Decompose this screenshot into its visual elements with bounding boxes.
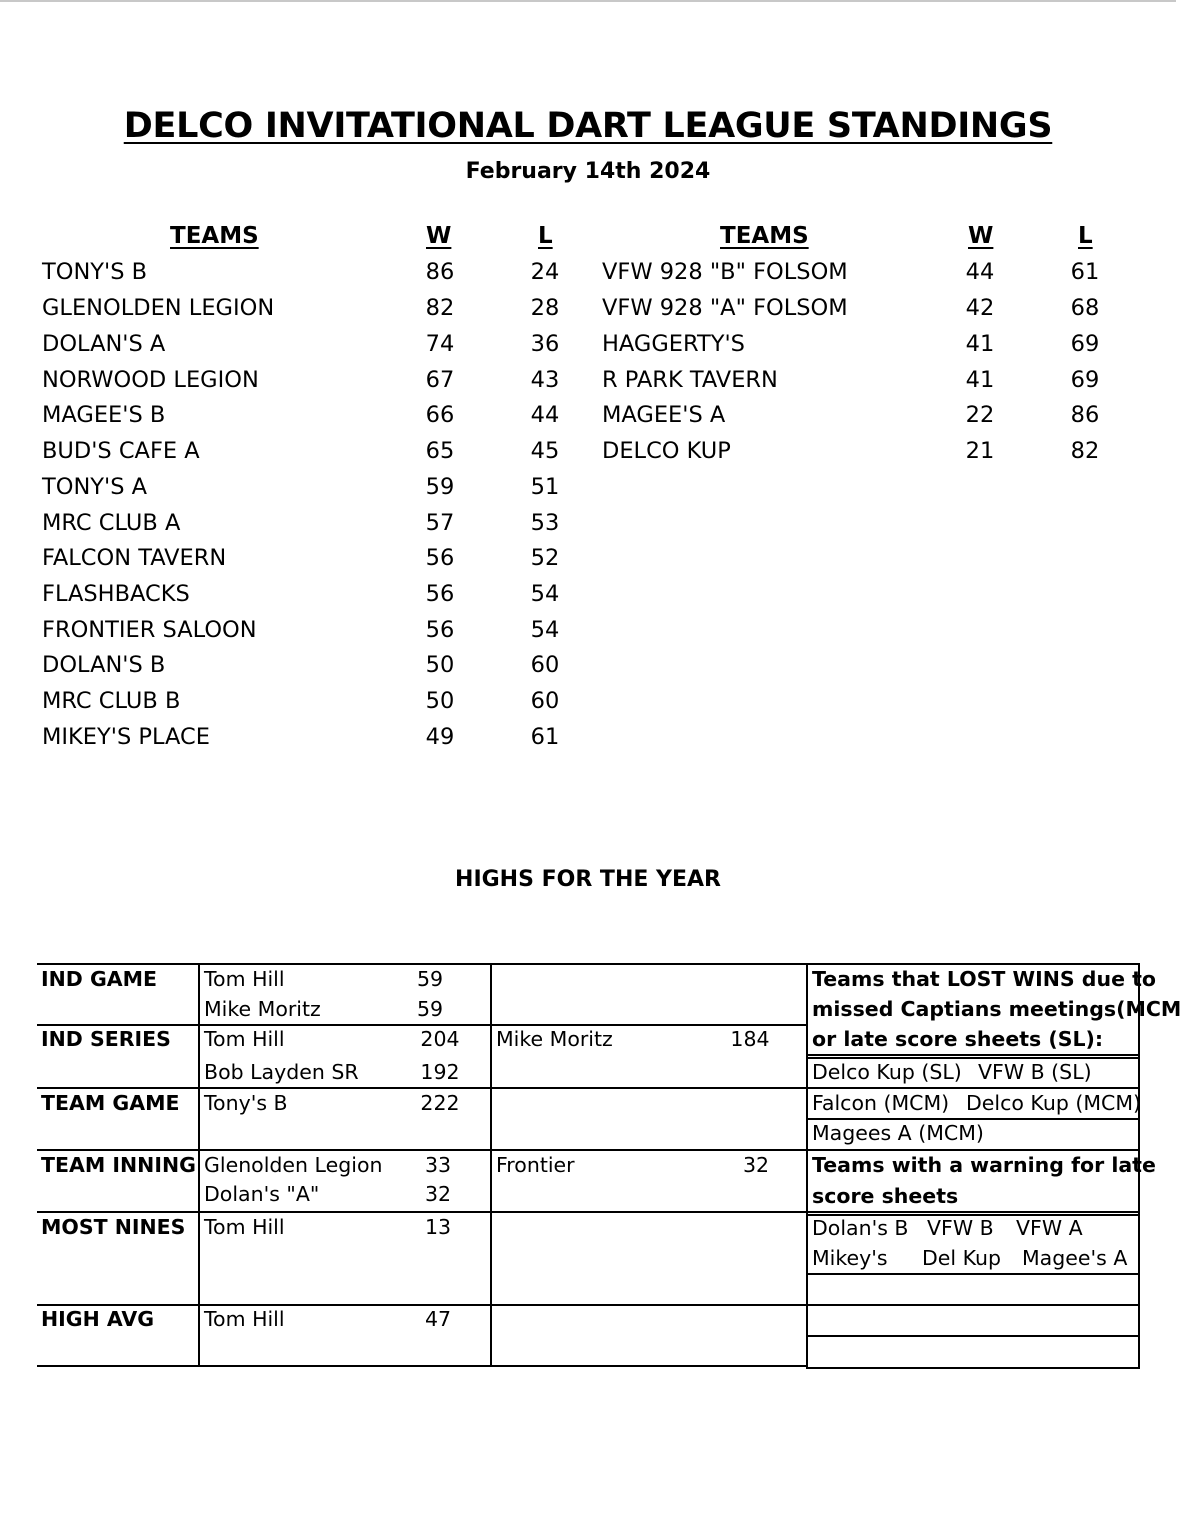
right-l-header: L — [1078, 223, 1093, 249]
team-name: HAGGERTY'S — [602, 331, 745, 357]
score-value: 32 — [742, 1153, 770, 1177]
score-value: 59 — [416, 967, 444, 991]
team-name: Tony's B — [204, 1091, 288, 1115]
team-wins: 74 — [425, 331, 455, 357]
right-w-header: W — [968, 223, 994, 249]
lost-wins-team: Delco Kup (MCM) — [966, 1091, 1142, 1115]
team-name: BUD'S CAFE A — [42, 438, 200, 464]
team-wins: 41 — [965, 331, 995, 357]
team-wins: 66 — [425, 402, 455, 428]
team-wins: 22 — [965, 402, 995, 428]
row-divider — [37, 1211, 808, 1213]
team-name: MRC CLUB B — [42, 688, 181, 714]
team-name: MAGEE'S B — [42, 402, 166, 428]
score-value: 204 — [420, 1027, 460, 1051]
team-wins: 65 — [425, 438, 455, 464]
lost-wins-team: Magees A (MCM) — [812, 1121, 984, 1145]
notes-divider — [808, 1211, 1138, 1213]
team-wins: 41 — [965, 367, 995, 393]
team-wins: 49 — [425, 724, 455, 750]
score-value: 222 — [420, 1091, 460, 1115]
team-wins: 57 — [425, 510, 455, 536]
lost-wins-heading: missed Captians meetings(MCM — [812, 997, 1181, 1021]
team-wins: 42 — [965, 295, 995, 321]
team-wins: 86 — [425, 259, 455, 285]
team-name: FALCON TAVERN — [42, 545, 227, 571]
team-name: VFW 928 "A" FOLSOM — [602, 295, 848, 321]
score-value: 32 — [424, 1182, 452, 1206]
score-value: 13 — [424, 1215, 452, 1239]
team-losses: 82 — [1070, 438, 1100, 464]
team-name: TONY'S A — [42, 474, 148, 500]
team-losses: 36 — [530, 331, 560, 357]
left-teams-header: TEAMS — [170, 223, 259, 249]
notes-divider — [808, 1087, 1138, 1089]
team-losses: 45 — [530, 438, 560, 464]
team-losses: 86 — [1070, 402, 1100, 428]
row-divider — [37, 1149, 808, 1151]
row-label-ind-series: IND SERIES — [41, 1027, 171, 1051]
row-label-team-game: TEAM GAME — [41, 1091, 180, 1115]
lost-wins-heading: Teams that LOST WINS due to — [812, 967, 1156, 991]
warning-team: Magee's A — [1022, 1246, 1128, 1270]
team-wins: 50 — [425, 652, 455, 678]
left-w-header: W — [426, 223, 452, 249]
team-losses: 61 — [1070, 259, 1100, 285]
team-name: DOLAN'S B — [42, 652, 166, 678]
row-divider — [37, 963, 808, 965]
team-name: FLASHBACKS — [42, 581, 190, 607]
warning-team: Del Kup — [922, 1246, 1002, 1270]
notes-divider — [808, 1304, 1138, 1306]
lost-wins-team: Delco Kup (SL) — [812, 1060, 962, 1084]
score-value: 47 — [424, 1307, 452, 1331]
row-label-most-nines: MOST NINES — [41, 1215, 186, 1239]
notes-divider — [808, 1149, 1138, 1151]
team-wins: 82 — [425, 295, 455, 321]
player-name: Bob Layden SR — [204, 1060, 359, 1084]
team-name: FRONTIER SALOON — [42, 617, 257, 643]
team-losses: 69 — [1070, 331, 1100, 357]
team-wins: 56 — [425, 581, 455, 607]
warning-heading: score sheets — [812, 1184, 959, 1208]
team-losses: 43 — [530, 367, 560, 393]
score-value: 59 — [416, 997, 444, 1021]
team-losses: 68 — [1070, 295, 1100, 321]
team-wins: 21 — [965, 438, 995, 464]
notes-divider — [808, 1335, 1138, 1337]
team-name: TONY'S B — [42, 259, 148, 285]
team-losses: 51 — [530, 474, 560, 500]
team-name: R PARK TAVERN — [602, 367, 778, 393]
row-label-team-inning: TEAM INNING — [41, 1153, 196, 1177]
score-value: 33 — [424, 1153, 452, 1177]
column-divider — [198, 963, 200, 1367]
warning-team: Dolan's B — [812, 1216, 909, 1240]
warning-team: VFW A — [1016, 1216, 1083, 1240]
team-name: DELCO KUP — [602, 438, 731, 464]
player-name: Tom Hill — [204, 1215, 285, 1239]
team-losses: 60 — [530, 652, 560, 678]
team-name: Dolan's "A" — [204, 1182, 320, 1206]
warning-team: Mikey's — [812, 1246, 888, 1270]
team-losses: 24 — [530, 259, 560, 285]
player-name: Mike Moritz — [496, 1027, 613, 1051]
warning-heading: Teams with a warning for late — [812, 1153, 1156, 1177]
team-losses: 44 — [530, 402, 560, 428]
team-losses: 52 — [530, 545, 560, 571]
team-losses: 28 — [530, 295, 560, 321]
lost-wins-team: Falcon (MCM) — [812, 1091, 950, 1115]
team-losses: 54 — [530, 581, 560, 607]
row-label-high-avg: HIGH AVG — [41, 1307, 155, 1331]
right-teams-header: TEAMS — [720, 223, 809, 249]
warning-team: VFW B — [927, 1216, 994, 1240]
page-title: DELCO INVITATIONAL DART LEAGUE STANDINGS — [123, 106, 1053, 146]
team-losses: 54 — [530, 617, 560, 643]
team-name: VFW 928 "B" FOLSOM — [602, 259, 848, 285]
player-name: Tom Hill — [204, 967, 285, 991]
team-losses: 69 — [1070, 367, 1100, 393]
team-wins: 56 — [425, 545, 455, 571]
row-divider — [37, 1087, 808, 1089]
notes-divider — [808, 1273, 1138, 1275]
player-name: Mike Moritz — [204, 997, 321, 1021]
team-wins: 56 — [425, 617, 455, 643]
score-value: 192 — [420, 1060, 460, 1084]
score-value: 184 — [730, 1027, 770, 1051]
page-date: February 14th 2024 — [465, 159, 711, 184]
team-name: DOLAN'S A — [42, 331, 166, 357]
page-top-border — [0, 0, 1176, 2]
row-label-ind-game: IND GAME — [41, 967, 158, 991]
row-divider — [37, 1365, 808, 1367]
left-l-header: L — [538, 223, 553, 249]
team-name: NORWOOD LEGION — [42, 367, 259, 393]
team-name: MAGEE'S A — [602, 402, 726, 428]
team-losses: 53 — [530, 510, 560, 536]
team-name: Glenolden Legion — [204, 1153, 383, 1177]
team-wins: 44 — [965, 259, 995, 285]
player-name: Tom Hill — [204, 1307, 285, 1331]
team-losses: 61 — [530, 724, 560, 750]
team-name: GLENOLDEN LEGION — [42, 295, 275, 321]
team-wins: 50 — [425, 688, 455, 714]
notes-divider — [808, 1054, 1138, 1056]
lost-wins-heading: or late score sheets (SL): — [812, 1027, 1104, 1051]
team-name: MRC CLUB A — [42, 510, 181, 536]
lost-wins-team: VFW B (SL) — [978, 1060, 1092, 1084]
player-name: Tom Hill — [204, 1027, 285, 1051]
team-wins: 59 — [425, 474, 455, 500]
team-wins: 67 — [425, 367, 455, 393]
column-divider — [490, 963, 492, 1367]
team-name: MIKEY'S PLACE — [42, 724, 210, 750]
team-losses: 60 — [530, 688, 560, 714]
highs-title: HIGHS FOR THE YEAR — [455, 867, 721, 892]
team-name: Frontier — [496, 1153, 575, 1177]
